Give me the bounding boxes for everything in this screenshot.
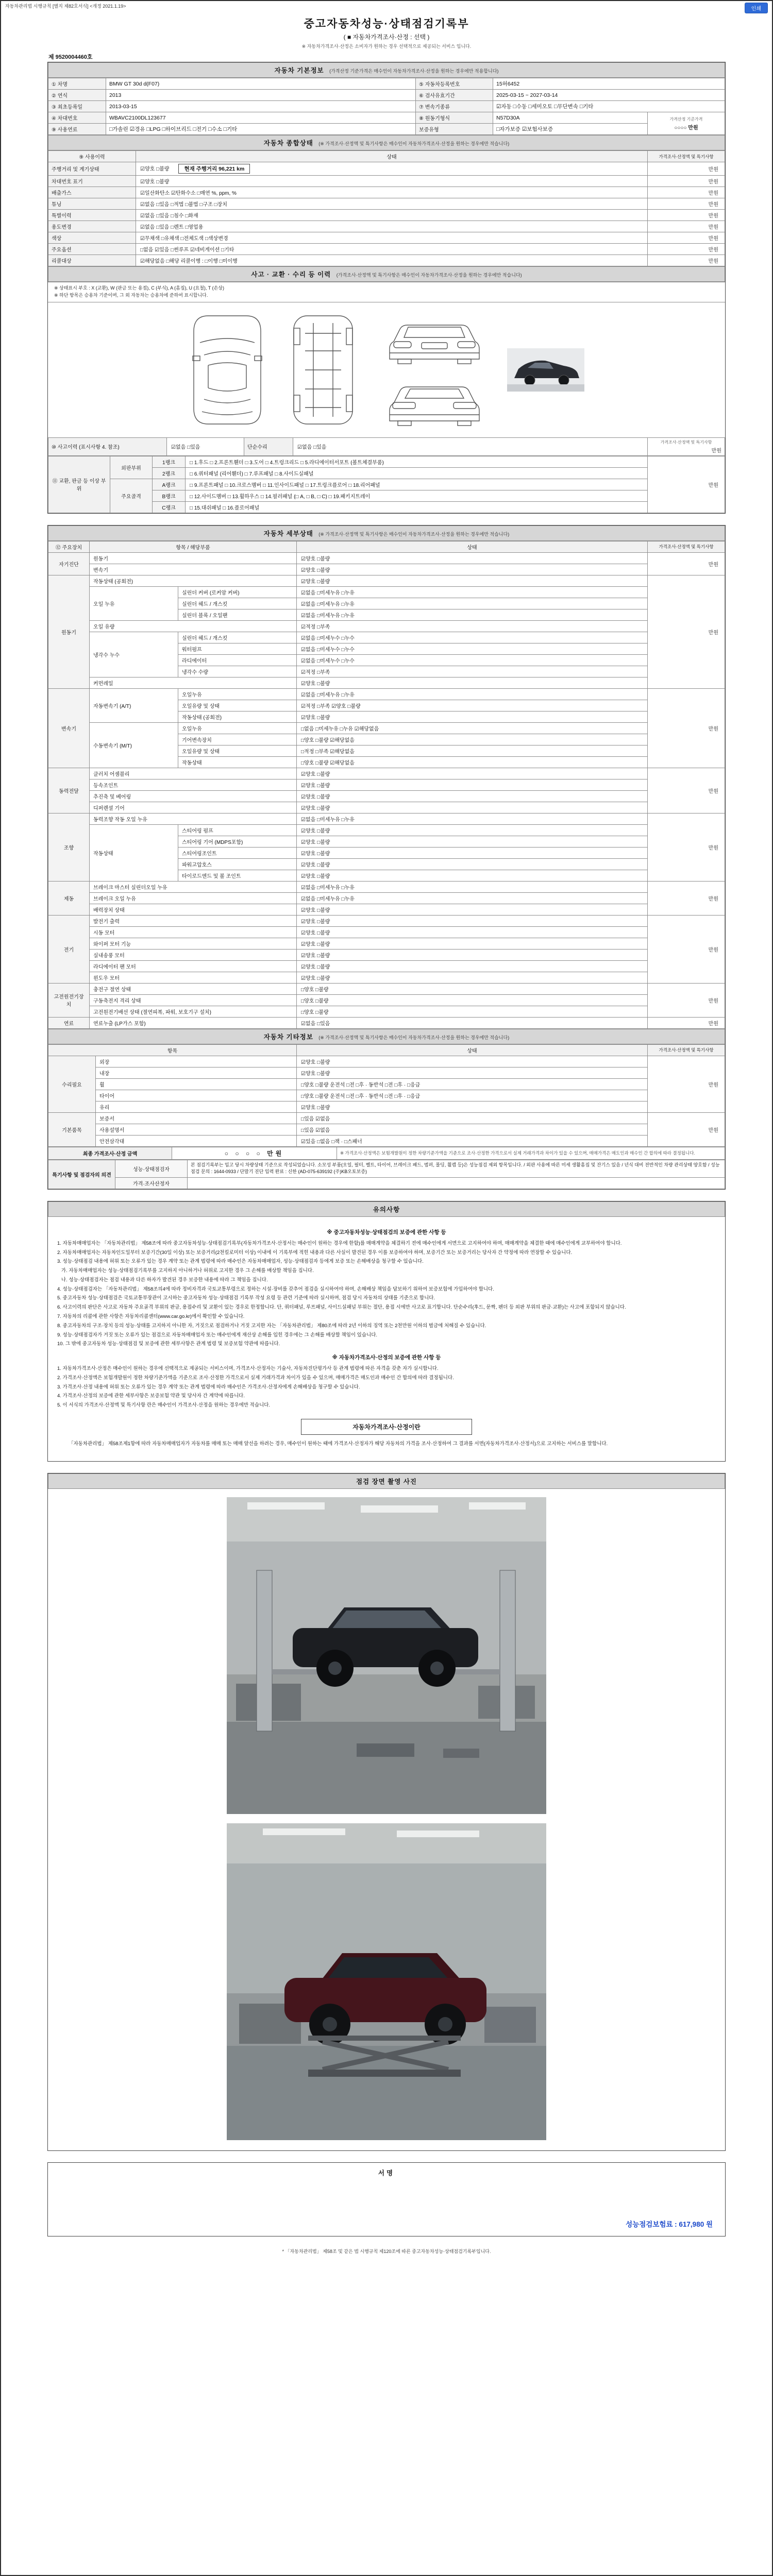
inspection-period-value: 2025-03-15 ~ 2027-03-14 <box>493 90 725 101</box>
inspector-notes-table <box>48 1160 725 1189</box>
item-label: 등속조인트 <box>90 779 297 790</box>
valuation-definition-text: 「자동차관리법」 제58조제1항에 따라 자동차매매업자가 자동차를 매매 또는 매매 알선을 하려는 경우, 매수인이 원하는 때에 가격조사·산정자가 해당 자동차의 가격을 조사·산정하여 그 결과를 서면(자동차가격조사·산정서)으로 고지하는 서비스를 말합니다. <box>69 1440 608 1447</box>
state-checks: ☑양호 □불량 <box>297 790 648 802</box>
price-amount: 만원 <box>648 768 725 813</box>
notice-body <box>48 1217 725 1461</box>
final-valuation-value: ○ ○ ○ ○ 만원 <box>172 1147 337 1159</box>
item-label: 구동축전지 격리 상태 <box>90 994 297 1006</box>
notice-item: 8. 중고자동차의 구조·장치 등의 성능·상태를 고지하지 아니한 자, 거짓으로 점검하거나 거짓 고지한 자는 「자동차관리법」 제80조에 따라 2년 이하의 징역 또는 2천만원 이하의 벌금에 처해질 수 있습니다. <box>57 1323 486 1329</box>
state-checks: □없음 □미세누유 □누유 ☑해당없음 <box>297 722 648 734</box>
document-number: 제 9520004460호 <box>48 54 93 60</box>
section-signature <box>47 2162 726 2236</box>
detail-col-device: ⑫ 주요장치 <box>48 541 90 552</box>
price-amount: 만원 <box>648 210 725 221</box>
notice-item: 3. 성능·상태점검 내용에 허위 또는 오류가 있는 경우 계약 또는 관계 법령에 따라 매수인은 자동차매매업자, 성능·상태점검자 등에게 보증 또는 손해배상을 청구할 수 있습니다. <box>57 1259 424 1265</box>
notice-item: 10. 그 밖에 중고자동차 성능·상태점검 및 보증에 관한 세부사항은 관계 법령 및 보증보험 약관에 따릅니다. <box>57 1341 280 1347</box>
notice-item: 6. 사고이력의 판단은 사고로 자동차 주요골격 부위의 판금, 용접수리 및 교환이 있는 경우로 한정합니다. 단, 쿼터패널, 루프패널, 사이드실패널 부위는 절단, 용접 시에만 사고로 표기합니다. 단순수리(후드, 문짝, 펜더 등 외판 부위의 판금·교환)는 사고에 포함되지 않습니다. <box>57 1304 626 1311</box>
detail-header-title: 자동차 세부상태 <box>263 530 313 537</box>
notice-block-title: ※ 중고자동차성능·상태점검의 보증에 관한 사항 등 <box>327 1229 446 1235</box>
inspection-photo-1 <box>227 1497 546 1814</box>
misc-table <box>48 1044 725 1147</box>
notice-section-header: 유의사항 <box>48 1201 725 1217</box>
notice-item: 1. 자동차가격조사·산정은 매수인이 원하는 경우에 선택적으로 제공되는 서비스이며, 가격조사·산정자는 기술사, 자동차진단평가사 등 관계 법령에 따른 자격을 갖춘 자가 실시합니다. <box>57 1366 439 1372</box>
summary-table <box>48 150 725 266</box>
item-label: 충전구 절연 상태 <box>90 983 297 994</box>
price-amount: 만원 <box>648 232 725 244</box>
basic-header-note: (가격산정 기준가격은 매수인이 자동차가격조사·산정을 원하는 경우에만 적용합니다) <box>329 69 499 74</box>
state-checks: ☑양호 □불량 <box>297 711 648 722</box>
state-checks: ☑양호 □불량 <box>297 768 648 779</box>
appraiser-role-label: 가격·조사산정자 <box>115 1177 188 1189</box>
state-checks: ☑없음 □미세누유 □누유 <box>297 609 648 620</box>
summary-item-label: 배출가스 <box>48 187 136 198</box>
item-label: 내장 <box>96 1067 297 1078</box>
footer-note: * 「자동차관리법」 제58조 및 같은 법 시행규칙 제120조에 따른 중고자동차성능·상태점검기록부입니다. <box>282 2249 491 2255</box>
summary-item-state: ☑양호 □불량 현재 주행거리 96,221 km <box>136 162 648 176</box>
misc-section-header <box>48 1029 725 1044</box>
main-frame-scope: 주요골격 <box>110 479 153 513</box>
section-detail-misc <box>47 525 726 1190</box>
state-checks: ☑양호 □불량 <box>297 904 648 915</box>
item-label: 브레이크 마스터 실린더오일 누유 <box>90 881 297 892</box>
state-checks: ☑적정 □부족 ☑양호 □불량 <box>297 700 648 711</box>
state-checks: ☑없음 □미세누유 □누유 <box>297 881 648 892</box>
basic-info-table <box>48 78 725 135</box>
state-checks: ☑양호 □불량 <box>297 1067 648 1078</box>
price-col-title: 가격조사·산정액 및 특기사항 <box>660 439 712 445</box>
plate-no-value: 15허6452 <box>493 78 725 90</box>
misc-col-item: 항목 <box>48 1044 297 1056</box>
misc-col-price: 가격조사·산정액 및 특기사항 <box>648 1044 725 1056</box>
device-group-label: 전기 <box>48 915 90 983</box>
state-checks: □양호 □불량 <box>297 983 648 994</box>
state-checks: ☑양호 □불량 <box>297 926 648 938</box>
item-label: 클러치 어셈블리 <box>90 768 297 779</box>
price-amount: 만원 <box>648 456 725 513</box>
price-amount: 만원 <box>648 221 725 232</box>
transmission-checks: ☑자동 □수동 □세미오토 □무단변속 □기타 <box>493 101 725 112</box>
summary-item-label: 색상 <box>48 232 136 244</box>
field-label-warranty-type: 보증유형 <box>416 124 493 135</box>
legend-line-1: ※ 상태표시 부호 : X (교환), W (판금 또는 용접), C (부식), A (흠집), U (요철), T (손상) <box>54 285 224 291</box>
page-title: 중고자동차성능·상태점검기록부 <box>304 18 469 30</box>
fuel-checks: □가솔린 ☑경유 □LPG □하이브리드 □전기 □수소 □기타 <box>106 124 416 135</box>
notice-item: 9. 성능·상태점검자가 거짓 또는 오류가 있는 점검으로 자동차매매업자 또는 매수인에게 재산상 손해를 입힌 경우에는 그 손해를 배상할 책임이 있습니다. <box>57 1332 378 1338</box>
device-group-label: 기본품목 <box>48 1112 96 1146</box>
summary-section-header <box>48 135 725 150</box>
rank-a-parts: □ 9.프론트패널 □ 10.크로스멤버 □ 11.인사이드패널 □ 17.트렁크플로어 □ 18.리어패널 <box>186 479 648 490</box>
part-label: 기어변속장치 <box>178 734 297 745</box>
summary-item-label: 차대번호 표기 <box>48 176 136 187</box>
car-underbody-diagram <box>284 311 362 429</box>
field-label-vin: ④ 차대번호 <box>48 112 106 124</box>
misc-header-note: (※ 가격조사·산정액 및 특기사항은 매수인이 자동차가격조사·산정을 원하는 경우에만 적습니다) <box>318 1035 510 1040</box>
price-amount: 만원 <box>648 552 725 575</box>
notice-item: 나. 성능·상태점검자는 점검 내용과 다른 하자가 발견된 경우 보증한 내용에 따라 그 책임을 집니다. <box>57 1277 268 1283</box>
summary-item-label: 특별이력 <box>48 210 136 221</box>
base-price-box <box>648 112 725 135</box>
accident-header-note: (가격조사·산정액 및 특기사항은 매수인이 자동차가격조사·산정을 원하는 경우에만 적습니다) <box>336 273 522 278</box>
item-label: 원동기 <box>90 552 297 564</box>
section-notice <box>47 1201 726 1462</box>
state-checks: ☑양호 □불량 <box>297 836 648 847</box>
inspector-role-label: 성능·상태점검자 <box>115 1160 188 1177</box>
price-amount: 만원 <box>648 176 725 187</box>
state-checks: ☑양호 □불량 <box>297 552 648 564</box>
summary-item-state: ☑없음 □있음 □렌트 □영업용 <box>136 221 648 232</box>
rank-b-parts: □ 12.사이드멤버 □ 13.휠하우스 □ 14.필러패널 (□ A, □ B, □ C) □ 19.패키지트레이 <box>186 490 648 501</box>
basic-section-header <box>48 62 725 78</box>
legend-line-2: ※ 하단 항목은 승용차 기준이며, 그 외 자동차는 승용차에 준하여 표시합니다. <box>54 292 208 298</box>
item-label: 안전삼각대 <box>96 1135 297 1146</box>
first-registered-value: 2013-03-15 <box>106 101 416 112</box>
state-checks: ☑적정 □부족 <box>297 620 648 632</box>
state-checks: □적정 □부족 ☑해당없음 <box>297 745 648 756</box>
engine-type-value: N57D30A <box>493 112 648 124</box>
field-label-model-year: ② 연식 <box>48 90 106 101</box>
item-label: 작동상태 <box>90 824 178 881</box>
vin-value: WBAVC2100DL123677 <box>106 112 416 124</box>
car-front-rear-diagrams <box>380 312 489 428</box>
notice-item: 2. 가격조사·산정액은 보험개발원이 정한 차량기준가액을 기준으로 조사·산정한 가격으로서 실제 거래가격과 차이가 있을 수 있으며, 매매가격은 매도인과 매수인 간 합의에 따라 결정됩니다. <box>57 1375 454 1381</box>
summary-header-title: 자동차 종합상태 <box>263 140 313 147</box>
field-label-first-registered: ③ 최초등록일 <box>48 101 106 112</box>
item-label: 윈도우 모터 <box>90 972 297 983</box>
part-label: 스티어링 펌프 <box>178 824 297 836</box>
part-label: 오일유량 및 상태 <box>178 700 297 711</box>
price-amount: 만원 <box>648 187 725 198</box>
item-label: 작동상태 (공회전) <box>90 575 297 586</box>
car-diagrams <box>48 302 725 437</box>
field-label-car-name: ① 차명 <box>48 78 106 90</box>
state-checks: ☑양호 □불량 <box>297 1056 648 1067</box>
odometer-box: 현재 주행거리 96,221 km <box>178 164 250 174</box>
signature-label: 서명 <box>378 2170 395 2177</box>
device-group-label: 수리필요 <box>48 1056 96 1112</box>
item-label: 시동 모터 <box>90 926 297 938</box>
state-checks: ☑양호 □불량 <box>297 824 648 836</box>
basic-header-title: 자동차 기본정보 <box>274 67 324 74</box>
summary-item-state: ☑무채색 □유채색 □전체도색 □색상변경 <box>136 232 648 244</box>
price-amount: 만원 <box>648 575 725 688</box>
state-checks: ☑양호 □불량 <box>297 1101 648 1112</box>
state-checks: ☑없음 □있음 <box>297 1017 648 1028</box>
summary-item-label: 주행거리 및 계기상태 <box>48 162 136 176</box>
notice-item: 4. 가격조사·산정의 보증에 관한 세부사항은 보증보험 약관 및 당사자 간 계약에 따릅니다. <box>57 1393 245 1399</box>
price-amount: 만원 <box>648 1056 725 1112</box>
state-checks: ☑양호 □불량 <box>297 858 648 870</box>
state-checks: ☑적정 □부족 <box>297 666 648 677</box>
notice-item: 7. 자동차의 리콜에 관한 사항은 자동차리콜센터(www.car.go.kr)에서 확인할 수 있습니다. <box>57 1314 245 1319</box>
outer-panel-scope: 외판부위 <box>110 456 153 479</box>
form-reference-note: 자동차관리법 시행규칙 [별지 제82호서식] <개정 2021.1.19> <box>5 4 126 9</box>
device-group-label: 자기진단 <box>48 552 90 575</box>
final-valuation-note: ※ 가격조사·산정액은 보험개발원이 정한 차량기준가액을 기준으로 조사·산정한 가격으로서 실제 거래가격과 차이가 있을 수 있으며, 매매가격은 매도인과 매수인 간 합의에 따라 결정됩니다. <box>337 1147 725 1159</box>
item-label: 연료누출 (LP가스 포함) <box>90 1017 297 1028</box>
state-checks: ☑없음 □미세누유 □누유 <box>297 586 648 598</box>
part-label: 워터펌프 <box>178 643 297 654</box>
summary-item-state: ☑양호 □불량 <box>136 176 648 187</box>
notice-item: 2. 자동차매매업자는 자동차인도일부터 보증기간(30일 이상) 또는 보증거리(2천킬로미터 이상) 이내에 이 기록부에 적힌 내용과 다른 사실이 발견된 경우 이를 보증하여야 하며, 보증기간 또는 보증거리는 당사자 간 약정에 따라 연장할 수 있습니다. <box>57 1249 573 1256</box>
state-checks: ☑양호 □불량 <box>297 949 648 960</box>
valuation-definition-box: 자동차가격조사·산정이란 <box>301 1419 472 1435</box>
section-photos <box>47 1473 726 2151</box>
summary-header-note: (※ 가격조사·산정액 및 특기사항은 매수인이 자동차가격조사·산정을 원하는 경우에만 적습니다) <box>318 141 510 146</box>
rank-1-label: 1랭크 <box>153 456 186 467</box>
part-label: 냉각수 수량 <box>178 666 297 677</box>
rank-b-label: B랭크 <box>153 490 186 501</box>
accident-history-label: ⑩ 사고이력 (표시사항 4. 참조) <box>48 437 167 455</box>
price-amount: 만원 <box>648 255 725 266</box>
rank-a-label: A랭크 <box>153 479 186 490</box>
misc-col-state: 상태 <box>297 1044 648 1056</box>
rank-c-label: C랭크 <box>153 501 186 513</box>
item-label: 커먼레일 <box>90 677 297 688</box>
car-front-view-diagram <box>380 312 489 366</box>
inspector-comment: 본 점검기록부는 입고 당시 차량상태 기준으로 작성되었습니다. 소모성 부품(오일, 필터, 벨트, 타이어, 브레이크 패드, 범퍼, 몰딩, 휠캡 등)은 성능점검 제외 항목입니다. / 외판 사용에 따른 미세 생활흠집 및 잔기스 있음 / 년식 대비 전반적인 차량 관리상태 양호함 / 성능점검 문의 : 1644-0933 / 단말기 진단 입력 완료 : 신한 (AD-075-639192 (주)KB오토보증) <box>188 1160 725 1177</box>
final-valuation-label: 최종 가격조사·산정 금액 <box>48 1147 172 1159</box>
simple-repair-checks: ☑없음 □있음 <box>293 437 648 455</box>
misc-header-title: 자동차 기타정보 <box>263 1033 313 1041</box>
field-label-transmission: ⑦ 변속기종류 <box>416 101 493 112</box>
state-checks: □양호 □불량 운전석 □전 □후 · 동반석 □전 □후 · □응급 <box>297 1090 648 1101</box>
item-label: 냉각수 누수 <box>90 632 178 677</box>
car-rear-view-diagram <box>380 374 489 428</box>
accident-history-checks: ☑없음 □있음 <box>167 437 244 455</box>
item-label: 오일 유량 <box>90 620 297 632</box>
detail-col-item: 항목 / 해당부품 <box>90 541 297 552</box>
item-label: 변속기 <box>90 564 297 575</box>
summary-col-price: 가격조사·산정액 및 특기사항 <box>648 151 725 162</box>
notice-item: 1. 자동차매매업자는 「자동차관리법」 제58조에 따라 중고자동차성능·상태점검기록부(자동차가격조사·산정서는 매수인이 원하는 경우에 한함)를 매매계약을 체결하기 전에 매수인에게 서면으로 고지하여야 하며, 매매계약을 체결한 때에 매수인에게 교부하여야 합니다. <box>57 1240 622 1246</box>
state-checks: ☑양호 □불량 <box>297 960 648 972</box>
state-checks: □있음 ☑없음 <box>297 1112 648 1124</box>
valuation-option-line: ( ■ 자동차가격조사·산정 : 선택 ) <box>343 33 430 41</box>
item-label: 동력조향 작동 오일 누유 <box>90 813 297 824</box>
price-amount: 만원 <box>648 1017 725 1028</box>
notice-item: 가. 자동차매매업자는 성능·상태점검기록부를 고지하지 아니하거나 허위로 고지한 경우 그 손해를 배상할 책임을 집니다. <box>57 1268 314 1274</box>
item-label: 휠 <box>96 1078 297 1090</box>
summary-col-usage: ⑨ 사용이력 <box>48 151 136 162</box>
part-label: 실린더 블록 / 오일팬 <box>178 609 297 620</box>
field-label-fuel: ⑨ 사용연료 <box>48 124 106 135</box>
rank-c-parts: □ 15.대쉬패널 □ 16.플로어패널 <box>186 501 648 513</box>
device-group-label: 고전원전기장치 <box>48 983 90 1017</box>
summary-item-state: ☑일산화탄소 ☑탄화수소 □매연 %, ppm, % <box>136 187 648 198</box>
summary-item-label: 튜닝 <box>48 198 136 210</box>
state-checks: ☑양호 □불량 <box>297 677 648 688</box>
detail-col-price: 가격조사·산정액 및 특기사항 <box>648 541 725 552</box>
item-label: 오일 누유 <box>90 586 178 620</box>
item-label: 디퍼렌셜 기어 <box>90 802 297 813</box>
state-checks: ☑양호 □불량 <box>297 564 648 575</box>
part-label: 스티어링 기어 (MDPS포함) <box>178 836 297 847</box>
part-label: 실린더 헤드 / 개스킷 <box>178 598 297 609</box>
device-group-label: 연료 <box>48 1017 90 1028</box>
device-group-label: 동력전달 <box>48 768 90 813</box>
base-price-value: ○○○○ 만원 <box>674 125 698 131</box>
state-checks: ☑양호 □불량 <box>297 802 648 813</box>
field-label-inspection-period: ⑥ 검사유효기간 <box>416 90 493 101</box>
detail-col-state: 상태 <box>297 541 648 552</box>
item-label: 발전기 출력 <box>90 915 297 926</box>
document-title-block <box>47 15 726 49</box>
price-amount: 만원 <box>648 688 725 768</box>
summary-item-state: ☑해당없음 □해당 리콜이행 : □이행 □미이행 <box>136 255 648 266</box>
state-checks: □양호 □불량 <box>297 1006 648 1017</box>
accident-history-table <box>48 437 725 456</box>
inspection-insurance-premium: 성능점검보험료 : 617,980 원 <box>626 2221 713 2229</box>
part-label: 파워고압호스 <box>178 858 297 870</box>
state-checks: ☑양호 □불량 <box>297 575 648 586</box>
item-label: 자동변속기 (A/T) <box>90 688 178 722</box>
state-checks: ☑없음 □미세누유 □누유 <box>297 688 648 700</box>
state-checks: ☑없음 □미세누수 □누수 <box>297 632 648 643</box>
item-label: 사용설명서 <box>96 1124 297 1135</box>
rank-1-parts: □ 1.후드 □ 2.프론트휀더 □ 3.도어 □ 4.트렁크리드 □ 5.라디에이터서포트 (볼트체결부품) <box>186 456 648 467</box>
item-label: 수동변속기 (M/T) <box>90 722 178 768</box>
simple-repair-label: 단순수리 <box>244 437 293 455</box>
inspection-photo-2 <box>227 1823 546 2140</box>
photos-section-header: 점검 장면 촬영 사진 <box>48 1473 725 1489</box>
price-amount: 만원 <box>648 1112 725 1146</box>
notice-item: 5. 중고자동차 성능·상태점검은 국토교통부장관이 고시하는 중고자동차 성능·상태점검 기록부 작성 요령 등 관련 기준에 따라 실시하며, 점검 당시 자동차의 상태를 기준으로 합니다. <box>57 1295 435 1301</box>
device-group-label: 조향 <box>48 813 90 881</box>
state-checks: □있음 ☑없음 <box>297 1124 648 1135</box>
device-group-label: 원동기 <box>48 575 90 688</box>
state-checks: ☑양호 □불량 <box>297 938 648 949</box>
item-label: 유리 <box>96 1101 297 1112</box>
document <box>47 15 726 2255</box>
notice-block-title: ※ 자동차가격조사·산정의 보증에 관한 사항 등 <box>332 1354 441 1361</box>
item-label: 추진축 및 베어링 <box>90 790 297 802</box>
panel-frame-table <box>48 456 725 513</box>
part-label: 실린더 커버 (로커암 커버) <box>178 586 297 598</box>
base-price-label: 가격산정 기준가격 <box>669 116 703 122</box>
state-checks: ☑양호 □불량 <box>297 972 648 983</box>
rank-2-label: 2랭크 <box>153 467 186 479</box>
accident-header-title: 사고 · 교환 · 수리 등 이력 <box>251 271 331 278</box>
detail-table <box>48 541 725 1029</box>
item-label: 라디에이터 팬 모터 <box>90 960 297 972</box>
notice-item: 4. 성능·상태점검자는 「자동차관리법」 제58조의4에 따라 정비자격과 국토교통부령으로 정하는 시설·장비를 갖추어 점검을 실시하여야 하며, 손해배상 책임을 담보하기 위하여 보증보험에 가입하여야 합니다. <box>57 1286 494 1292</box>
state-checks: ☑양호 □불량 <box>297 847 648 858</box>
state-checks: ☑없음 □미세누유 □누유 <box>297 813 648 824</box>
device-group-label: 변속기 <box>48 688 90 768</box>
price-amount: 만원 <box>648 813 725 881</box>
field-label-plate-no: ⑤ 자동차등록번호 <box>416 78 493 90</box>
state-checks: ☑없음 □미세누수 □누수 <box>297 654 648 666</box>
state-checks: □양호 □불량 운전석 □전 □후 · 동반석 □전 □후 · □응급 <box>297 1078 648 1090</box>
item-label: 와이퍼 모터 기능 <box>90 938 297 949</box>
car-top-view-diagram <box>189 311 266 429</box>
warranty-type-checks: □자가보증 ☑보험사보증 <box>493 124 648 135</box>
print-button[interactable]: 인쇄 <box>745 3 768 13</box>
summary-item-label: 용도변경 <box>48 221 136 232</box>
state-checks: ☑있음 □없음 □잭 · □스패너 <box>297 1135 648 1146</box>
price-amount: 만원 <box>648 162 725 176</box>
detail-header-note: (※ 가격조사·산정액 및 특기사항은 매수인이 자동차가격조사·산정을 원하는 경우에만 적습니다) <box>318 531 510 537</box>
price-amount: 만원 <box>711 448 721 454</box>
summary-item-label: 리콜대상 <box>48 255 136 266</box>
item-label: 배력장치 상태 <box>90 904 297 915</box>
detail-section-header <box>48 526 725 541</box>
summary-item-state: □없음 ☑있음 □썬루프 ☑네비게이션 □기타 <box>136 244 648 255</box>
car-name-value: BMW GT 30d d(F07) <box>106 78 416 90</box>
title-note: ※ 자동차가격조사·산정은 소비자가 원하는 경우 선택적으로 제공되는 서비스 입니다. <box>301 44 472 49</box>
item-label: 보증서 <box>96 1112 297 1124</box>
summary-item-label: 주요옵션 <box>48 244 136 255</box>
accident-price-cell <box>648 437 725 455</box>
section-basic-summary-accident <box>47 62 726 514</box>
special-notes-label: 특기사항 및 점검자의 의견 <box>48 1160 115 1189</box>
item-label: 외장 <box>96 1056 297 1067</box>
part-label: 라디에이터 <box>178 654 297 666</box>
part-label: 실린더 헤드 / 개스킷 <box>178 632 297 643</box>
summary-item-state: ☑없음 □있음 □적법 □불법 □구조 □장치 <box>136 198 648 210</box>
state-checks: ☑없음 □미세누수 □누수 <box>297 643 648 654</box>
notice-item: 5. 이 서식의 가격조사·산정액 및 특기사항 란은 매수인이 가격조사·산정을 원하는 경우에만 적습니다. <box>57 1402 271 1409</box>
state-checks: ☑양호 □불량 <box>297 870 648 881</box>
device-group-label: 제동 <box>48 881 90 915</box>
price-amount: 만원 <box>648 983 725 1017</box>
part-label: 스티어링조인트 <box>178 847 297 858</box>
part-label: 타이로드엔드 및 볼 조인트 <box>178 870 297 881</box>
final-valuation-table <box>48 1147 725 1160</box>
accident-section-header <box>48 266 725 282</box>
state-checks: ☑양호 □불량 <box>297 779 648 790</box>
part-label: 오일누유 <box>178 722 297 734</box>
top-bar <box>0 0 773 13</box>
accident-legend <box>48 282 725 302</box>
state-checks: ☑양호 □불량 <box>297 915 648 926</box>
price-amount: 만원 <box>648 881 725 915</box>
part-label: 오일유량 및 상태 <box>178 745 297 756</box>
rank-2-parts: □ 6.쿼터패널 (리어휀더) □ 7.루프패널 □ 8.사이드실패널 <box>186 467 648 479</box>
model-year-value: 2013 <box>106 90 416 101</box>
state-checks: □양호 □불량 ☑해당없음 <box>297 734 648 745</box>
price-amount: 만원 <box>648 915 725 983</box>
state-checks: ☑없음 □미세누유 □누유 <box>297 892 648 904</box>
item-label: 실내송풍 모터 <box>90 949 297 960</box>
state-checks: ☑없음 □미세누유 □누유 <box>297 598 648 609</box>
summary-item-state: ☑없음 □있음 □침수 □화재 <box>136 210 648 221</box>
item-label: 브레이크 오일 누유 <box>90 892 297 904</box>
item-label: 타이어 <box>96 1090 297 1101</box>
part-label: 작동상태 (공회전) <box>178 711 297 722</box>
price-amount: 만원 <box>648 244 725 255</box>
state-checks: □양호 □불량 ☑해당없음 <box>297 756 648 768</box>
part-label: 오일누유 <box>178 688 297 700</box>
price-amount: 만원 <box>648 198 725 210</box>
notice-item: 3. 가격조사·산정 내용에 허위 또는 오류가 있는 경우 계약 또는 관계 법령에 따라 매수인은 가격조사·산정자에게 손해배상을 청구할 수 있습니다. <box>57 1384 360 1390</box>
state-checks: □양호 □불량 <box>297 994 648 1006</box>
photo-list <box>48 1489 725 2150</box>
field-label-engine-type: ⑧ 원동기형식 <box>416 112 493 124</box>
parts-section-label: ⑪ 교환, 판금 등 이상 부위 <box>48 456 110 513</box>
summary-col-state: 상태 <box>136 151 648 162</box>
appraiser-comment <box>188 1177 725 1189</box>
item-label: 고전원전기배선 상태 (절연피복, 파워, 보호기구 설치) <box>90 1006 297 1017</box>
car-thumbnail <box>507 348 584 392</box>
part-label: 작동상태 <box>178 756 297 768</box>
